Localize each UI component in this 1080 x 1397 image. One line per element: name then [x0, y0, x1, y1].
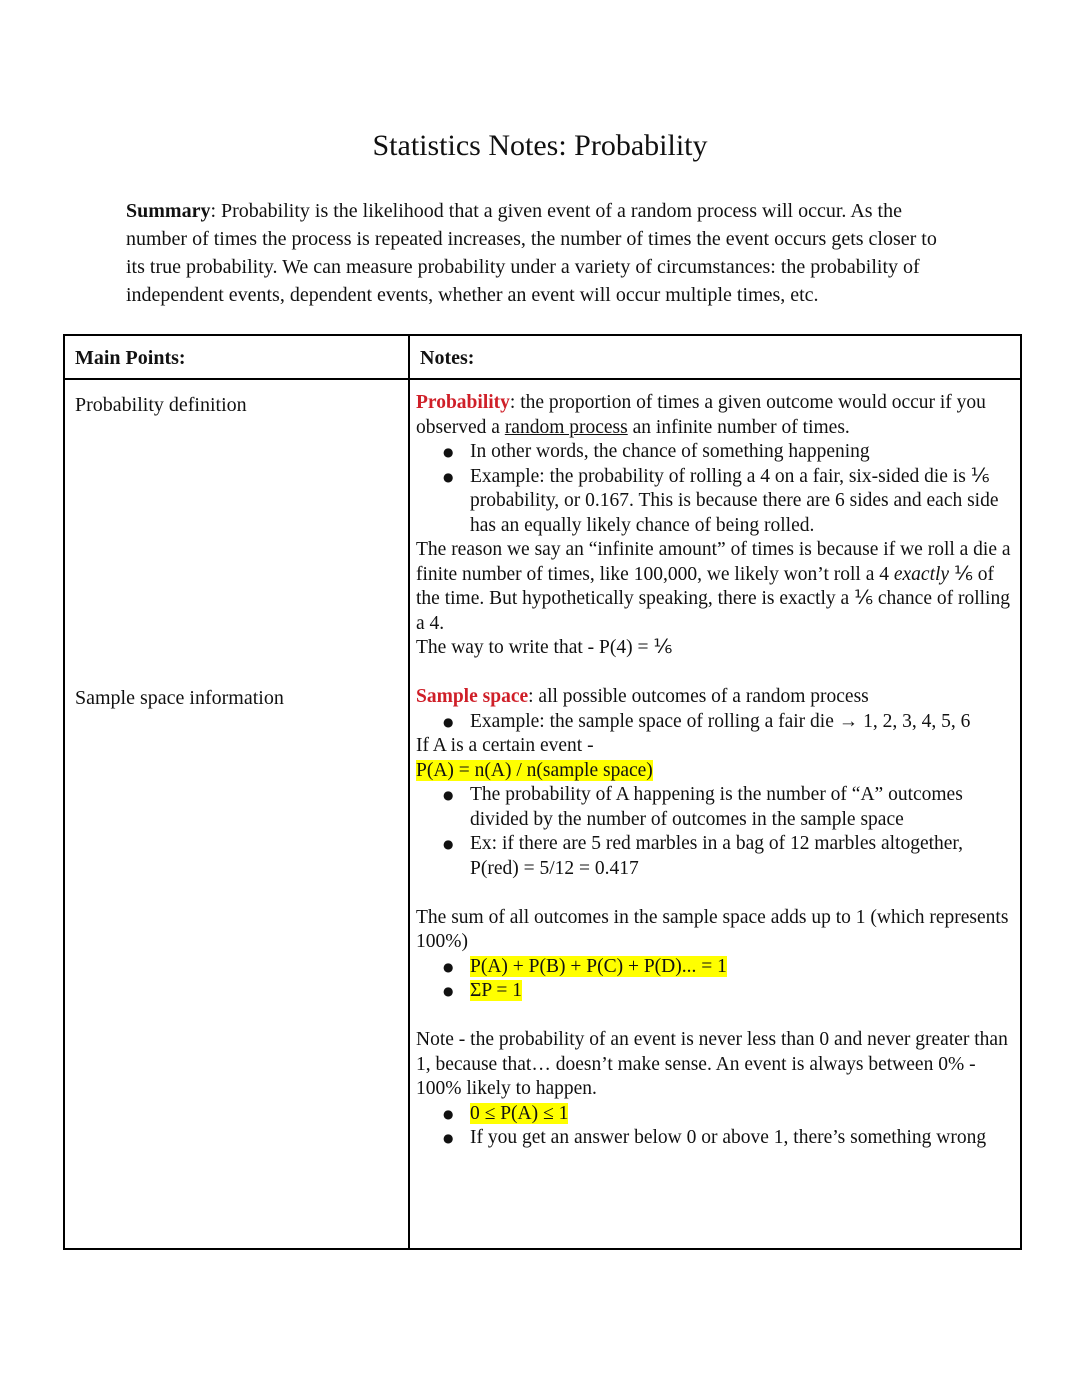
note-text-highlight: ΣP = 1: [470, 980, 522, 1001]
note-text: Note - the probability of an event is never less than 0 and never greater than 1, because that… doesn’t make sense. An event is always between 0% - 100% likely to happen.: [416, 1029, 1008, 1099]
note-text: In other words, the chance of something happening: [470, 441, 870, 462]
note-paragraph: [416, 391, 1012, 440]
bullet-dot-icon: ●: [443, 445, 454, 459]
bullet-dot-icon: ●: [443, 959, 454, 974]
note-paragraph: [416, 636, 1012, 661]
note-paragraph: [416, 759, 1012, 784]
note-text: : the proportion of times a given outcome would occur if you observed a: [416, 392, 986, 438]
table-body-row: [65, 380, 1020, 1248]
notes-header: Notes:: [420, 347, 475, 369]
bullet-dot-icon: ●: [443, 984, 454, 998]
bullet-dot-icon: ●: [443, 714, 454, 729]
note-text: Example: the probability of rolling a 4 on a fair, six-sided die is ⅙ probability, or 0.167. This is because there are 6 sides and each side has an equally likely chance of being rolled.: [470, 465, 999, 536]
note-text-highlight: P(A) + P(B) + P(C) + P(D)... = 1: [470, 955, 727, 977]
main-point-label: Probability definition: [75, 394, 247, 416]
note-text: The reason we say an “infinite amount” of times is because if we roll a die a finite number of times, like 100,000, we likely won’t roll a 4: [416, 539, 1011, 585]
summary-paragraph: [126, 197, 952, 309]
note-text-highlight: P(A) = n(A) / n(sample space): [416, 759, 653, 781]
blank-line: [416, 881, 1012, 906]
note-text: Example: the sample space of rolling a fair die → 1, 2, 3, 4, 5, 6: [470, 710, 971, 732]
table-header-row: [65, 336, 1020, 380]
note-text: : all possible outcomes of a random process: [528, 686, 869, 707]
note-paragraph: [416, 685, 1012, 710]
bullet-dot-icon: ●: [443, 837, 454, 851]
note-bullet-item: [416, 955, 1012, 980]
note-text-italic: exactly: [893, 563, 950, 585]
note-text: If A is a certain event -: [416, 735, 594, 756]
note-text: an infinite number of times.: [627, 416, 850, 438]
note-text: The way to write that - P(4) = ⅙: [416, 637, 673, 658]
bullet-dot-icon: ●: [443, 1131, 454, 1145]
summary-text: : Probability is the likelihood that a given event of a random process will occur. As the number of times the process is repeated increases, the number of times the event occurs gets closer to its true probability. We can measure probability under a variety of circumstances: the probability of independent events, dependent events, whether an event will occur multiple times, etc.: [126, 200, 937, 306]
note-bullet-item: [416, 979, 1012, 1004]
note-paragraph: [416, 1028, 1012, 1102]
note-text: The probability of A happening is the number of “A” outcomes divided by the number of outcomes in the sample space: [470, 784, 963, 830]
note-text-term: Sample space: [416, 686, 529, 707]
bullet-dot-icon: ●: [443, 788, 454, 802]
note-text: The sum of all outcomes in the sample space adds up to 1 (which represents 100%): [416, 906, 1009, 952]
note-bullet-item: [416, 465, 1012, 539]
note-paragraph: [416, 734, 1012, 759]
blank-line: [416, 1004, 1012, 1029]
main-points-cell: [65, 380, 410, 1248]
main-point-label: Sample space information: [75, 687, 284, 709]
main-points-header: Main Points:: [65, 336, 410, 378]
summary-label: Summary: [126, 200, 211, 222]
note-text-term: Probability: [416, 392, 510, 413]
bullet-dot-icon: ●: [443, 469, 454, 484]
page-title: Statistics Notes: Probability: [372, 129, 708, 162]
note-bullet-item: [416, 783, 1012, 832]
bullet-dot-icon: ●: [443, 1106, 454, 1121]
note-bullet-item: [416, 832, 1012, 881]
note-text-underline: random process: [504, 416, 628, 438]
note-paragraph: [416, 906, 1012, 955]
note-text: If you get an answer below 0 or above 1, there’s something wrong: [470, 1127, 987, 1148]
note-bullet-item: [416, 440, 1012, 465]
note-paragraph: [416, 538, 1012, 636]
note-bullet-item: [416, 1102, 1012, 1127]
blank-line: [416, 661, 1012, 686]
notes-cell: [410, 380, 1020, 1248]
note-bullet-item: [416, 710, 1012, 735]
note-bullet-item: [416, 1126, 1012, 1151]
note-text-highlight: 0 ≤ P(A) ≤ 1: [470, 1102, 569, 1124]
note-text: Ex: if there are 5 red marbles in a bag of 12 marbles altogether, P(red) = 5/12 = 0.417: [470, 833, 964, 879]
note-text: ⅙ of the time. But hypothetically speaking, there is exactly a ⅙ chance of rolling a 4.: [416, 563, 1010, 634]
notes-table: [63, 334, 1022, 1250]
